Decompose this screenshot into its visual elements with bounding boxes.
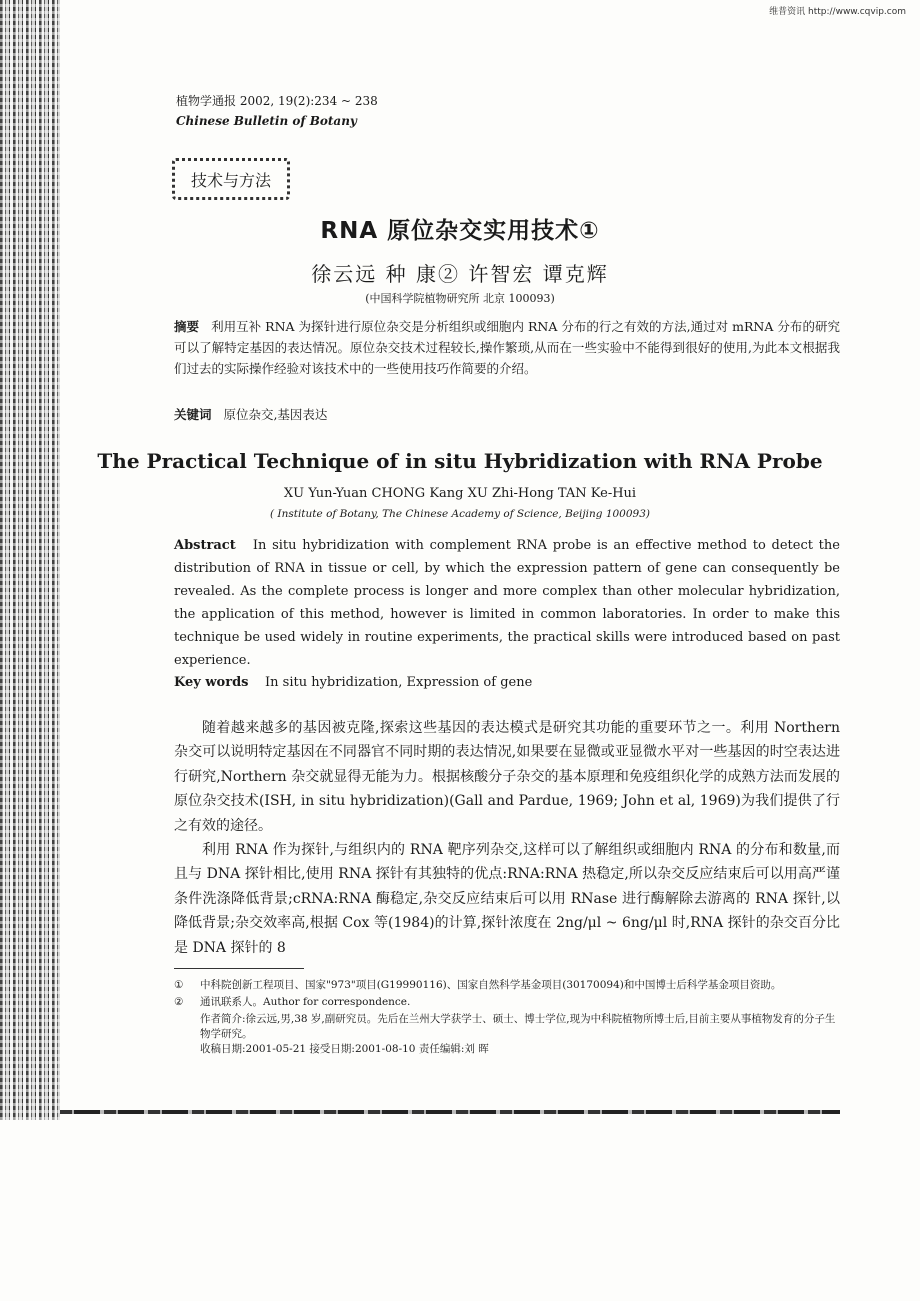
footnote-1-mark: ① [174, 979, 184, 991]
journal-citation-cn: 植物学通报 2002, 19(2):234 ~ 238 [176, 94, 378, 108]
site-header: 维普资讯 http://www.cqvip.com [769, 7, 906, 17]
footnote-1 [174, 978, 840, 993]
footnote-rule [174, 968, 304, 969]
abstract-en [174, 534, 840, 672]
received-dates: 收稿日期:2001-05-21 接受日期:2001-08-10 责任编辑:刘 晖 [200, 1043, 489, 1055]
authors-en: XU Yun-Yuan CHONG Kang XU Zhi-Hong TAN Ke-Hui [283, 486, 637, 501]
body-paragraph-2: 利用 RNA 作为探针,与组织内的 RNA 靶序列杂交,这样可以了解组织或细胞内 RNA 的分布和数量,而且与 DNA 探针相比,使用 RNA 探针有其独特的优点:RNA:RNA 热稳定,所以杂交反应结束后可以用高严谨条件洗涤降低背景;cRNA:RNA 酶稳定,杂交反应结束后可以用 RNase 进行酶解除去游离的 RNA 探针,以降低背景;杂交效率高,根据 Cox 等(1984)的计算,探针浓度在 2ng/μl ~ 6ng/μl 时,RNA 探针的杂交百分比是 DNA 探针的 8 [174, 842, 840, 956]
keywords-en-text: In situ hybridization, Expression of gene [265, 675, 533, 690]
scan-edge-artifact [0, 0, 60, 1120]
keywords-en-label: Key words [174, 675, 249, 690]
body-paragraph-1: 随着越来越多的基因被克隆,探索这些基因的表达模式是研究其功能的重要环节之一。利用 Northern 杂交可以说明特定基因在不同器官不同时期的表达情况,如果要在显微或亚显微水平对一些基因的时空表达进行研究,Northern 杂交就显得无能为力。根据核酸分子杂交的基本原理和免疫组织化学的成熟方法而发展的原位杂交技术(ISH, in situ hybridization)(Gall and Pardue, 1969; John et al, 1969)为我们提供了行之有效的途径。 [174, 720, 840, 834]
affiliation-en: ( Institute of Botany, The Chinese Academy of Science, Beijing 100093) [270, 508, 650, 520]
page-bottom-rule [60, 1110, 840, 1114]
journal-name-en: Chinese Bulletin of Botany [176, 114, 357, 128]
footnote-2 [174, 995, 840, 1010]
footnote-1-text: 中科院创新工程项目、国家"973"项目(G19990116)、国家自然科学基金项目(30170094)和中国博士后科学基金项目资助。 [200, 979, 782, 991]
section-tag: 技术与方法 [172, 158, 290, 200]
keywords-en [174, 672, 840, 693]
keywords-cn-text: 原位杂交,基因表达 [223, 407, 328, 422]
footnotes [174, 978, 840, 1057]
keywords-cn [174, 404, 840, 425]
title-en: The Practical Technique of in situ Hybridization with RNA Probe [97, 449, 823, 473]
keywords-cn-label: 关键词 [174, 407, 212, 422]
affiliation-cn: (中国科学院植物研究所 北京 100093) [365, 292, 555, 305]
authors-cn: 徐云远 种 康② 许智宏 谭克辉 [311, 262, 609, 286]
abstract-en-text: In situ hybridization with complement RNA probe is an effective method to detect the distribution of RNA in tissue or cell, by which the expression pattern of gene can consequently be revealed. As the complete process is longer and more complex than other molecular hybridization, the application of this method, however is limited in common laboratories. In order to make this technique be used widely in routine experiments, the practical skills were introduced based on past experience. [174, 538, 840, 668]
footnote-2-text: 通讯联系人。Author for correspondence. [200, 996, 411, 1008]
abstract-cn-text: 利用互补 RNA 为探针进行原位杂交是分析组织或细胞内 RNA 分布的行之有效的方法,通过对 mRNA 分布的研究可以了解特定基因的表达情况。原位杂交技术过程较长,操作繁琐,从而在一些实验中不能得到很好的使用,为此本文根据我们过去的实际操作经验对该技术中的一些使用技巧作简要的介绍。 [174, 319, 840, 376]
abstract-en-label: Abstract [174, 538, 236, 553]
abstract-cn [174, 316, 840, 379]
title-cn: RNA 原位杂交实用技术① [320, 218, 600, 244]
abstract-cn-label: 摘要 [174, 319, 200, 334]
author-bio: 作者简介:徐云远,男,38 岁,副研究员。先后在兰州大学获学士、硕士、博士学位,现为中科院植物所博士后,目前主要从事植物发育的分子生物学研究。 [200, 1013, 836, 1040]
footnote-2-mark: ② [174, 996, 184, 1008]
